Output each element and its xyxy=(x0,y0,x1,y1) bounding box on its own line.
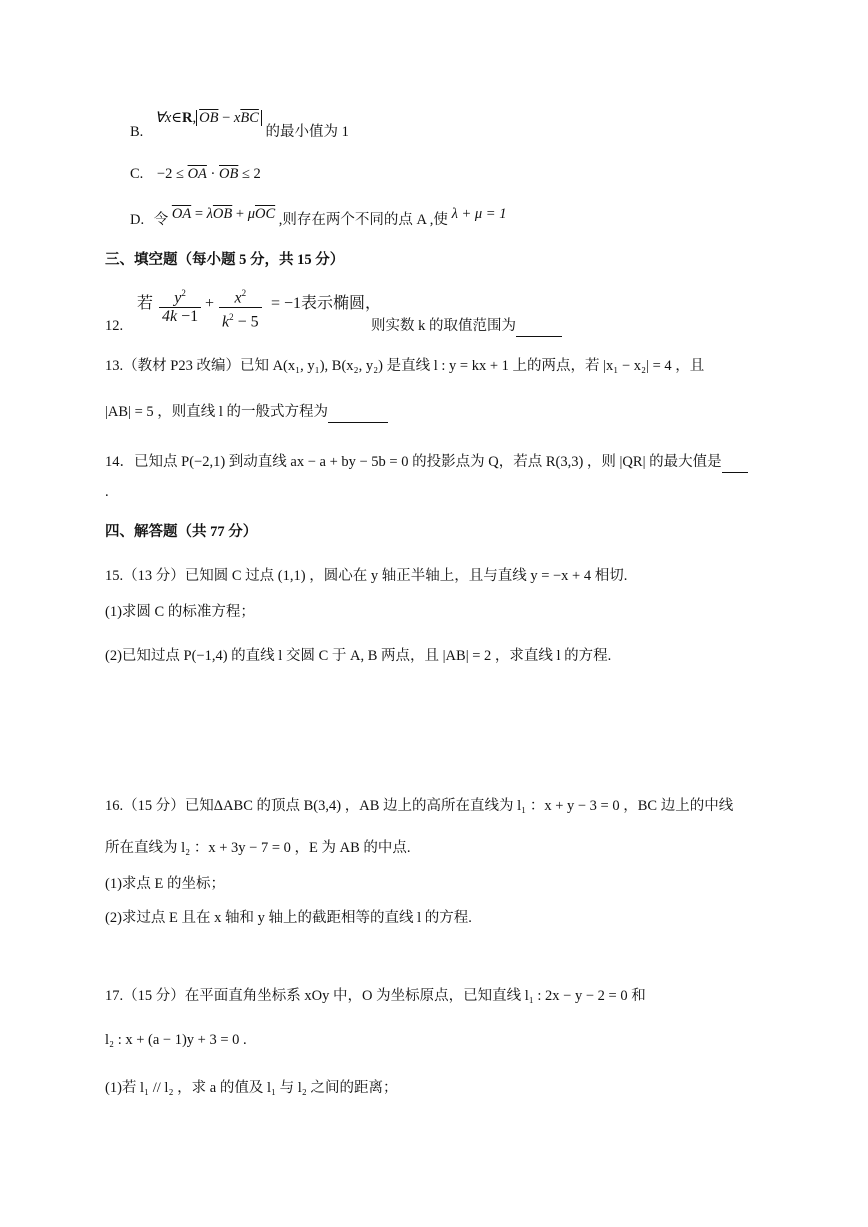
q12-fraction-1: $\frac{y^2}{4k -1}$ xyxy=(159,284,201,326)
option-d xyxy=(130,206,507,230)
question-17-line-1: 17.（15 分）在平面直角坐标系 xOy 中，O 为坐标原点，已知直线 l₁ : 2x − y − 2 = 0 和 xyxy=(105,988,646,1004)
option-d-math: $\overline{OA} = \lambda\overline{OB} + \mu\overline{OC}$ xyxy=(171,206,276,222)
question-16-line-2: 所在直线为 l₂ ：x + 3y − 7 = 0 ，E 为 AB 的中点. xyxy=(105,840,411,856)
page: B. ∀x∈R, $\overline{OB} - x\overline{BC}$ 的最小值为 1 C. $-2 \le \overline{OA} \cdot \overline{OB} \le 2$ D. 令 $\overline{OA} = \lambda\overline{OB} + \mu\overline{OC}$ ,则存在两个不同的点 A ,使 λ + μ = 1 三、填空题（每小题 5 分，共 15 分） 12. 若 $\frac{y^2}{4k -1}$ + $\frac{x^2}{k^2 - 5}$ = −1表示椭圆， 则实数 k 的取值范围为 13.（教材 P23 改编）已知 A(x₁, y₁), B(x₂, y₂) 是直线 l : y = kx + 1 上的两点，若 |x₁ − x₂| = 4 ，且 |AB| = 5 ，则直线 l 的一般式方程为 14．已知点 P(−2,1) 到动直线 ax − a + by − 5b = 0 的投影点为 Q，若点 R(3,3) ，则 |QR| 的最大值是 . 四、解答题（共 77 分） 15.（13 分）已知圆 C 过点 (1,1) ，圆心在 y 轴正半轴上，且与直线 y = −x + 4 相切. (1)求圆 C 的标准方程； (2)已知过点 P(−1,4) 的直线 l 交圆 C 于 A, B 两点，且 |AB| = 2 ，求直线 l 的方程. 16.（15 分）已知ΔABC 的顶点 B(3,4) ，AB 边上的高所在直线为 l₁ ：x + y − 3 = 0 ，BC 边上的中线 所在直线为 l₂ ：x + 3y − 7 = 0 ，E 为 AB 的中点. (1)求点 E 的坐标； (2)求过点 E 且在 x 轴和 y 轴上的截距相等的直线 l 的方程. 17.（15 分）在平面直角坐标系 xOy 中，O 为坐标原点，已知直线 l₁ : 2x − y − 2 = 0 和 l₂ : x + (a − 1)y + 3 = 0 . (1)若 l₁ // l₂ ，求 a 的值及 l₁ 与 l₂ 之间的距离； xyxy=(0,0,868,1227)
section-heading-fill-in: 三、填空题（每小题 5 分，共 15 分） xyxy=(105,252,345,268)
option-b-text: 的最小值为 1 xyxy=(265,124,349,140)
question-13-line-1: 13.（教材 P23 改编）已知 A(x₁, y₁), B(x₂, y₂) 是直线 l : y = kx + 1 上的两点，若 |x₁ − x₂| = 4 ，且 xyxy=(105,358,705,374)
question-16-line-1: 16.（15 分）已知ΔABC 的顶点 B(3,4) ，AB 边上的高所在直线为 l₁ ：x + y − 3 = 0 ，BC 边上的中线 xyxy=(105,798,734,814)
q12-number: 12. xyxy=(105,318,124,334)
question-13-line-2 xyxy=(105,402,388,423)
option-c xyxy=(130,164,261,184)
question-17-line-2: l₂ : x + (a − 1)y + 3 = 0 . xyxy=(105,1032,247,1048)
question-14-line-1 xyxy=(105,452,748,473)
option-c-label: C. xyxy=(130,166,144,182)
question-15-part-2: (2)已知过点 P(−1,4) 的直线 l 交圆 C 于 A, B 两点，且 |AB| = 2 ，求直线 l 的方程. xyxy=(105,648,612,664)
q12-answer-blank xyxy=(516,316,562,337)
question-16-part-2: (2)求过点 E 且在 x 轴和 y 轴上的截距相等的直线 l 的方程. xyxy=(105,910,472,926)
q12-text: 则实数 k 的取值范围为 xyxy=(371,318,516,334)
question-15-stem: 15.（13 分）已知圆 C 过点 (1,1) ，圆心在 y 轴正半轴上，且与直线 y = −x + 4 相切. xyxy=(105,568,628,584)
q12-fraction-2: $\frac{x^2}{k^2 - 5}$ xyxy=(219,284,262,332)
section-heading-solutions: 四、解答题（共 77 分） xyxy=(105,524,258,540)
question-17-part-1: (1)若 l₁ // l₂ ，求 a 的值及 l₁ 与 l₂ 之间的距离； xyxy=(105,1080,398,1096)
q12-pre: 若 xyxy=(137,295,154,312)
option-d-mid: ,则存在两个不同的点 A ,使 xyxy=(278,212,448,228)
q14-line1-text: 14．已知点 P(−2,1) 到动直线 ax − a + by − 5b = 0 的投影点为 Q，若点 R(3,3) ，则 |QR| 的最大值是 xyxy=(105,454,722,470)
option-c-math: $-2 \le \overline{OA} \cdot \overline{OB} \le 2$ xyxy=(156,166,261,182)
option-d-label: D. xyxy=(130,212,145,228)
question-15-part-1: (1)求圆 C 的标准方程； xyxy=(105,604,255,620)
question-14-line-2: . xyxy=(105,484,109,500)
question-16-part-1: (1)求点 E 的坐标； xyxy=(105,876,226,892)
q14-answer-blank xyxy=(722,452,748,473)
q13-line2-text: |AB| = 5 ，则直线 l 的一般式方程为 xyxy=(105,404,329,420)
option-b-label: B. xyxy=(130,124,144,140)
option-d-pre: 令 xyxy=(153,212,169,228)
option-b: B. ∀x∈R, $\overline{OB} - x\overline{BC}$ 的最小值为 1 xyxy=(130,110,349,140)
q13-answer-blank xyxy=(328,402,388,423)
q12-tail: = −1表示椭圆， xyxy=(271,295,382,312)
option-d-math2: λ + μ = 1 xyxy=(451,206,507,222)
